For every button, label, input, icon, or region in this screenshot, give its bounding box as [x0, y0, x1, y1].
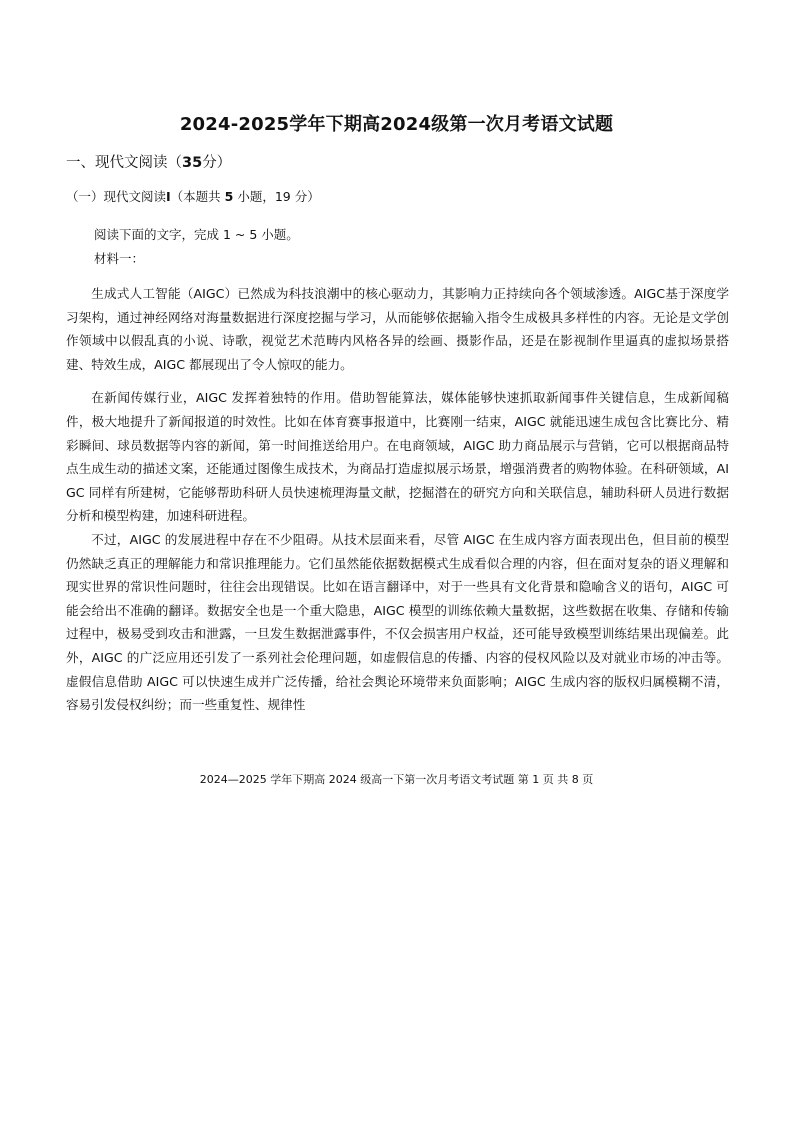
subsection-middle: （本题共 — [170, 189, 221, 204]
subsection-heading — [66, 187, 320, 207]
paragraph-3: 不过，AIGC 的发展进程中存在不少阻碍。从技术层面来看，尽管 AIGC 在生成内容方面表现出色，但目前的模型仍然缺乏真正的理解能力和常识推理能力。它们虽然能依据数据模式生成看似合理的内容，但在面对复杂的语义理解和现实世界的常识性问题时，往往会出现错误。比如在语言翻译中，对于一些具有文化背景和隐喻含义的语句，AIGC 可能会给出不准确的翻译。数据安全也是一个重大隐患，AIGC 模型的训练依赖大量数据，这些数据在收集、存储和传输过程中，极易受到攻击和泄露，一旦发生数据泄露事件，不仅会损害用户权益，还可能导致模型训练结果出现偏差。此外，AIGC 的广泛应用还引发了一系列社会伦理问题，如虚假信息的传播、内容的侵权风险以及对就业市场的冲击等。虚假信息借助 AIGC 可以快速生成并广泛传播，给社会舆论环境带来负面影响；AIGC 生成内容的版权归属模糊不清，容易引发侵权纠纷；而一些重复性、规律性 — [66, 531, 729, 713]
material-label: 材料一： — [94, 251, 145, 266]
section-score: 35 — [182, 155, 203, 171]
subsection-roman: I — [166, 189, 171, 204]
section-heading-prefix: 一、现代文阅读（ — [66, 155, 182, 171]
subsection-suffix: 小题，19 分） — [237, 189, 320, 204]
section-heading — [66, 152, 231, 174]
article-body — [66, 282, 729, 740]
page-footer: 2024—2025 学年下期高 2024 级高一下第一次月考语文考试题 第 1 页 共 8 页 — [199, 773, 594, 786]
paragraph-2: 在新闻传媒行业，AIGC 发挥着独特的作用。借助智能算法，媒体能够快速抓取新闻事件关键信息，生成新闻稿件，极大地提升了新闻报道的时效性。比如在体育赛事报道中，比赛刚一结束，AIGC 就能迅速生成包含比赛比分、精彩瞬间、球员数据等内容的新闻，第一时间推送给用户。在电商领域，AIGC 助力商品展示与营销，它可以根据商品特点生成生动的描述文案，还能通过图像生成技术，为商品打造虚拟展示场景，增强消费者的购物体验。在科研领域，AIGC 同样有所建树，它能够帮助科研人员快速梳理海量文献，挖掘潜在的研究方向和关联信息，辅助科研人员进行数据分析和模型构建，加速科研进程。 — [66, 390, 729, 524]
reading-instruction: 阅读下面的文字，完成 1 ~ 5 小题。 — [94, 227, 299, 242]
paragraph-1: 生成式人工智能（AIGC）已然成为科技浪潮中的核心驱动力，其影响力正持续向各个领域渗透。AIGC基于深度学习架构，通过神经网络对海量数据进行深度挖掘与学习，从而能够依据输入指令生成极具多样性的内容。无论是文学创作领域中以假乱真的小说、诗歌，视觉艺术范畴内风格各异的绘画、摄影作品，还是在影视制作里逼真的虚拟场景搭建、特效生成，AIGC 都展现出了令人惊叹的能力。 — [66, 286, 729, 372]
subsection-count: 5 — [224, 189, 234, 204]
subsection-prefix: （一）现代文阅读 — [66, 189, 167, 204]
exam-title: 2024-2025学年下期高2024级第一次月考语文试题 — [179, 114, 614, 135]
section-heading-suffix: 分） — [202, 155, 232, 171]
